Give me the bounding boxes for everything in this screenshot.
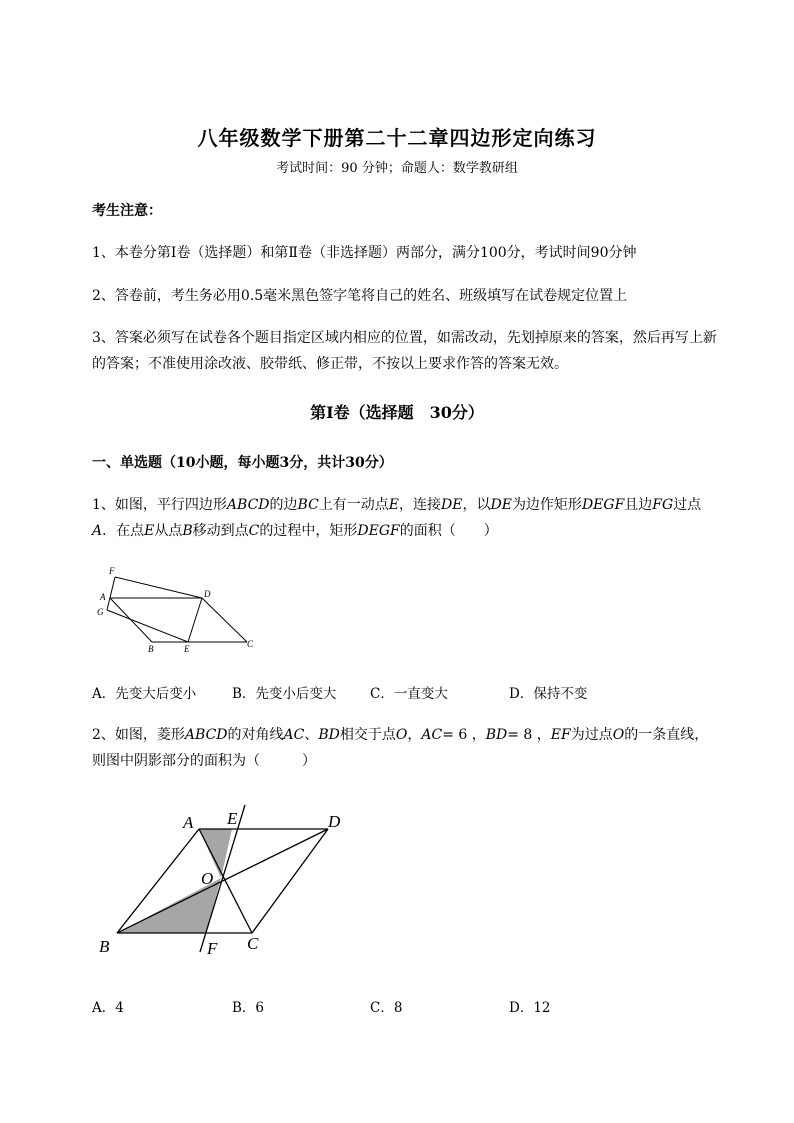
q2-text: = 8 ，: [507, 727, 551, 743]
q1-option-b[interactable]: B．先变小后变大: [232, 686, 337, 702]
q2-math: AC: [421, 727, 443, 743]
q2-option-b[interactable]: B．6: [232, 1000, 265, 1016]
q1-math: DEGF: [357, 523, 400, 539]
q2-line-1: [92, 724, 708, 744]
q1-math: DE: [441, 497, 463, 513]
notice-heading: 考生注意：: [92, 203, 162, 219]
q2-math: BD: [318, 727, 340, 743]
q1-line-2: [92, 520, 498, 540]
q2-text: 、: [304, 727, 319, 743]
q1-text: 从点: [154, 523, 183, 539]
q2-math: O: [612, 727, 625, 743]
q2-math: AC: [283, 727, 305, 743]
q2-math: O: [395, 727, 408, 743]
q2-text: 的一条直线，: [624, 727, 709, 743]
q1-math: C: [248, 523, 260, 539]
q2-math: BD: [485, 727, 508, 743]
q2-label-E: E: [227, 809, 238, 828]
q1-label-E: E: [184, 644, 190, 654]
q2-text: 的对角线: [227, 727, 284, 743]
q1-option-c[interactable]: C．一直变大: [370, 686, 448, 702]
q1-math: E: [144, 523, 155, 539]
q1-label-A: A: [100, 592, 106, 602]
q1-figure: [92, 560, 272, 660]
q1-text: ，连接: [399, 497, 442, 513]
q2-math: EF: [550, 727, 571, 743]
q1-text: 上有一动点: [318, 497, 389, 513]
q2-edge-DC: [252, 829, 328, 933]
q1-edge-DE: [188, 598, 202, 642]
exam-info: 考试时间：90 分钟；命题人：数学教研组: [276, 161, 518, 176]
page-title: 八年级数学下册第二十二章四边形定向练习: [197, 126, 597, 150]
q1-math: DE: [490, 497, 512, 513]
q2-option-c[interactable]: C．8: [370, 1000, 403, 1016]
q1-text: 的过程中，矩形: [259, 523, 358, 539]
q1-label-D: D: [204, 589, 211, 599]
q1-option-d[interactable]: D．保持不变: [509, 686, 588, 702]
q1-line-1: [92, 494, 701, 514]
q1-label-G: G: [97, 607, 104, 617]
q1-option-a[interactable]: A．先变大后变小: [92, 686, 197, 702]
q1-text: 为边作矩形: [511, 497, 582, 513]
q1-edge-DC: [202, 598, 247, 642]
q1-math: FG: [652, 497, 674, 513]
q2-math: ABCD: [184, 727, 228, 743]
q2-label-A: A: [183, 813, 194, 832]
q1-math: ABCD: [226, 497, 270, 513]
q2-option-d[interactable]: D．12: [509, 1000, 551, 1016]
q2-text: ，: [407, 727, 422, 743]
q2-label-C: C: [247, 934, 259, 953]
q2-figure: [92, 800, 372, 965]
q1-text: 且边: [624, 497, 653, 513]
q1-text: 的边: [269, 497, 298, 513]
q1-text: 移动到点: [192, 523, 249, 539]
notice-item-3-line-2: 的答案；不准使用涂改液、胶带纸、修正带，不按以上要求作答的答案无效。: [92, 356, 568, 372]
q1-text: ．在点: [102, 523, 145, 539]
notice-item-2: 2、答卷前，考生务必用0.5毫米黑色签字笔将自己的姓名、班级填写在试卷规定位置上: [92, 288, 628, 304]
q1-text: ，以: [462, 497, 491, 513]
q2-text: 2、如图，菱形: [92, 727, 185, 743]
q2-line-2: 则图中阴影部分的面积为（ ）: [92, 753, 316, 769]
notice-item-1: 1、本卷分第Ⅰ卷（选择题）和第Ⅱ卷（非选择题）两部分，满分100分，考试时间90分钟: [92, 245, 637, 261]
q1-edge-GF: [107, 577, 115, 610]
part-heading: 一、单选题（10小题，每小题3分，共计30分）: [92, 455, 393, 471]
q2-label-O: O: [201, 869, 214, 888]
q2-label-B: B: [99, 937, 110, 956]
q2-label-F: F: [207, 939, 218, 958]
q1-text: 1、如图，平行四边形: [92, 497, 227, 513]
q1-label-C: C: [247, 639, 254, 649]
q1-text: 的面积（ ）: [399, 523, 498, 539]
section-title: 第Ⅰ卷（选择题 30分）: [310, 403, 484, 422]
q2-text: 相交于点: [339, 727, 396, 743]
q1-label-B: B: [148, 644, 154, 654]
q1-edge-FD: [115, 577, 202, 598]
q1-math: DEGF: [581, 497, 625, 513]
q2-text: = 6 ，: [442, 727, 486, 743]
q2-label-D: D: [328, 812, 341, 831]
q1-math: E: [388, 497, 400, 513]
q1-text: 过点: [673, 497, 702, 513]
q2-option-a[interactable]: A．4: [92, 1000, 124, 1016]
q2-text: 为过点: [570, 727, 613, 743]
notice-item-3-line-1: 3、答案必须写在试卷各个题目指定区域内相应的位置，如需改动，先划掉原来的答案，然后再写上新: [92, 330, 717, 346]
q1-math: BC: [297, 497, 319, 513]
q1-label-F: F: [109, 566, 115, 576]
q1-math: A: [92, 523, 103, 539]
q1-math: B: [182, 523, 193, 539]
